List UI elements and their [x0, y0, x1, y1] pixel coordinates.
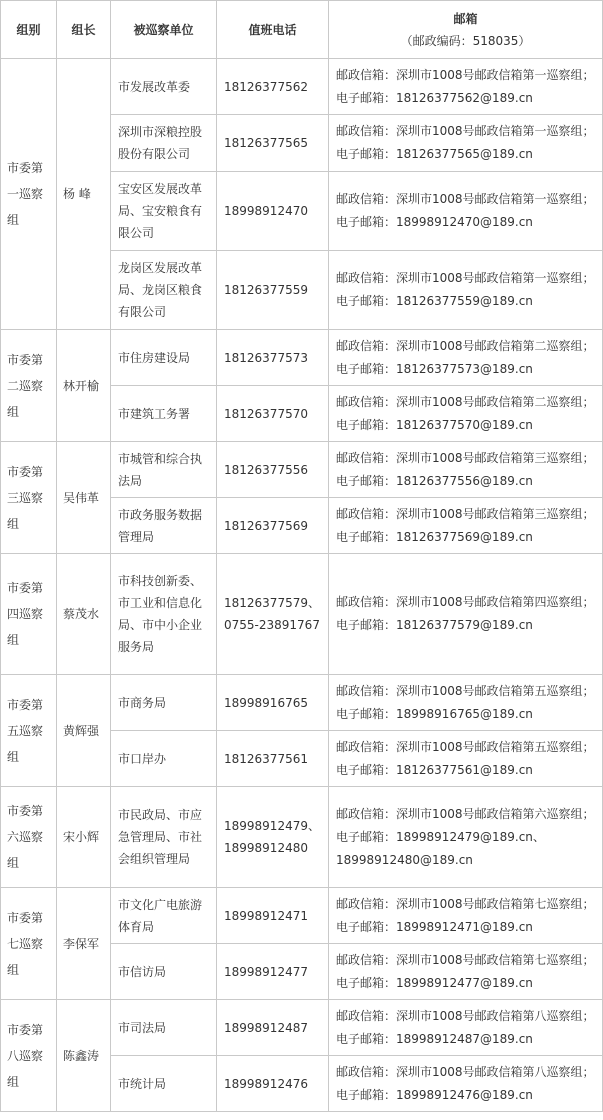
table-row [1, 442, 603, 498]
inspected-unit-cell: 市发展改革委 [111, 59, 217, 115]
mailbox-cell [329, 59, 603, 115]
group-name-cell: 市委第八巡察组 [1, 1000, 57, 1112]
inspected-unit-cell: 市商务局 [111, 675, 217, 731]
email-address-text: 电子邮箱：18126377556@189.cn [336, 473, 533, 488]
inspected-unit-cell: 龙岗区发展改革局、龙岗区粮食有限公司 [111, 251, 217, 330]
inspected-unit-cell: 市口岸办 [111, 731, 217, 787]
group-leader-cell: 杨 峰 [57, 59, 111, 330]
duty-phone-cell: 18126377573 [217, 330, 329, 386]
email-address-text: 电子邮箱：18998912476@189.cn [336, 1087, 533, 1102]
email-address-text: 电子邮箱：18126377579@189.cn [336, 618, 533, 632]
group-leader-cell: 陈鑫涛 [57, 1000, 111, 1112]
email-address-text: 电子邮箱：18126377561@189.cn [336, 762, 533, 777]
duty-phone-cell: 18126377561 [217, 731, 329, 787]
table-row [1, 1000, 603, 1056]
header-unit: 被巡察单位 [111, 1, 217, 59]
table-row [1, 675, 603, 731]
postal-mailbox-text: 邮政信箱：深圳市1008号邮政信箱第四巡察组； [336, 595, 595, 609]
duty-phone-cell: 18998912476 [217, 1056, 329, 1112]
mailbox-cell [329, 386, 603, 442]
mailbox-cell [329, 554, 603, 675]
group-name-cell: 市委第六巡察组 [1, 787, 57, 888]
group-name-cell: 市委第五巡察组 [1, 675, 57, 787]
inspected-unit-cell: 市信访局 [111, 944, 217, 1000]
postal-mailbox-text: 邮政信箱：深圳市1008号邮政信箱第八巡察组； [336, 1064, 595, 1079]
email-address-text: 电子邮箱：18998912477@189.cn [336, 975, 533, 990]
header-mail [329, 1, 603, 59]
postal-mailbox-text: 邮政信箱：深圳市1008号邮政信箱第二巡察组； [336, 338, 595, 353]
inspected-unit-cell: 市司法局 [111, 1000, 217, 1056]
duty-phone-cell: 18126377565 [217, 115, 329, 172]
mailbox-cell [329, 675, 603, 731]
postal-mailbox-text: 邮政信箱：深圳市1008号邮政信箱第七巡察组； [336, 952, 595, 967]
group-name-cell: 市委第七巡察组 [1, 888, 57, 1000]
header-group: 组别 [1, 1, 57, 59]
postal-mailbox-text: 邮政信箱：深圳市1008号邮政信箱第一巡察组； [336, 67, 595, 82]
email-address-text: 电子邮箱：18126377559@189.cn [336, 294, 533, 308]
duty-phone-cell: 18998912487 [217, 1000, 329, 1056]
mailbox-cell [329, 787, 603, 888]
mailbox-cell [329, 731, 603, 787]
group-name-cell: 市委第一巡察组 [1, 59, 57, 330]
postal-mailbox-text: 邮政信箱：深圳市1008号邮政信箱第三巡察组； [336, 450, 595, 465]
table-row [1, 787, 603, 888]
group-leader-cell: 黄辉强 [57, 675, 111, 787]
header-row [1, 1, 603, 59]
email-address-text: 18998912480@189.cn [336, 852, 473, 867]
duty-phone-cell: 18126377556 [217, 442, 329, 498]
email-address-text: 电子邮箱：18126377562@189.cn [336, 90, 533, 105]
mailbox-cell [329, 498, 603, 554]
postal-mailbox-text: 邮政信箱：深圳市1008号邮政信箱第一巡察组； [336, 192, 595, 206]
group-name-cell: 市委第四巡察组 [1, 554, 57, 675]
inspected-unit-cell: 宝安区发展改革局、宝安粮食有限公司 [111, 172, 217, 251]
mailbox-cell [329, 442, 603, 498]
group-leader-cell: 林开榆 [57, 330, 111, 442]
mailbox-cell [329, 1056, 603, 1112]
duty-phone-cell: 18126377559 [217, 251, 329, 330]
mailbox-cell [329, 251, 603, 330]
postal-mailbox-text: 邮政信箱：深圳市1008号邮政信箱第三巡察组； [336, 506, 595, 521]
email-address-text: 电子邮箱：18126377573@189.cn [336, 361, 533, 376]
group-name-cell: 市委第三巡察组 [1, 442, 57, 554]
postal-mailbox-text: 邮政信箱：深圳市1008号邮政信箱第六巡察组； [336, 806, 595, 821]
header-phone: 值班电话 [217, 1, 329, 59]
postal-mailbox-text: 邮政信箱：深圳市1008号邮政信箱第五巡察组； [336, 739, 595, 754]
inspected-unit-cell: 市住房建设局 [111, 330, 217, 386]
inspected-unit-cell: 市政务服务数据管理局 [111, 498, 217, 554]
email-address-text: 电子邮箱：18998916765@189.cn [336, 706, 533, 721]
duty-phone-cell: 18126377562 [217, 59, 329, 115]
duty-phone-cell: 18998912470 [217, 172, 329, 251]
inspected-unit-cell: 深圳市深粮控股股份有限公司 [111, 115, 217, 172]
group-leader-cell: 宋小辉 [57, 787, 111, 888]
email-address-text: 电子邮箱：18126377569@189.cn [336, 529, 533, 544]
header-postcode: （邮政编码：518035） [400, 33, 531, 48]
postal-mailbox-text: 邮政信箱：深圳市1008号邮政信箱第二巡察组； [336, 394, 595, 409]
header-mail-label: 邮箱 [453, 11, 478, 26]
mailbox-cell [329, 115, 603, 172]
table-row [1, 330, 603, 386]
postal-mailbox-text: 邮政信箱：深圳市1008号邮政信箱第五巡察组； [336, 683, 595, 698]
postal-mailbox-text: 邮政信箱：深圳市1008号邮政信箱第八巡察组； [336, 1008, 595, 1023]
email-address-text: 电子邮箱：18126377565@189.cn [336, 147, 533, 161]
postal-mailbox-text: 邮政信箱：深圳市1008号邮政信箱第一巡察组； [336, 271, 595, 285]
duty-phone-cell: 18998912471 [217, 888, 329, 944]
mailbox-cell [329, 944, 603, 1000]
email-address-text: 电子邮箱：18998912471@189.cn [336, 919, 533, 934]
table-body [1, 59, 603, 1112]
email-address-text: 电子邮箱：18126377570@189.cn [336, 417, 533, 432]
mailbox-cell [329, 172, 603, 251]
duty-phone-cell: 18126377570 [217, 386, 329, 442]
table-row [1, 888, 603, 944]
duty-phone-cell: 18998912477 [217, 944, 329, 1000]
inspected-unit-cell: 市统计局 [111, 1056, 217, 1112]
table-row [1, 554, 603, 675]
group-leader-cell: 李保军 [57, 888, 111, 1000]
email-address-text: 电子邮箱：18998912487@189.cn [336, 1031, 533, 1046]
group-name-cell: 市委第二巡察组 [1, 330, 57, 442]
duty-phone-cell: 18126377579、0755-23891767 [217, 554, 329, 675]
header-leader: 组长 [57, 1, 111, 59]
mailbox-cell [329, 888, 603, 944]
postal-mailbox-text: 邮政信箱：深圳市1008号邮政信箱第一巡察组； [336, 124, 595, 138]
duty-phone-cell: 18126377569 [217, 498, 329, 554]
email-address-text: 电子邮箱：18998912479@189.cn、 [336, 829, 545, 844]
duty-phone-cell: 18998916765 [217, 675, 329, 731]
duty-phone-cell: 18998912479、18998912480 [217, 787, 329, 888]
group-leader-cell: 蔡茂水 [57, 554, 111, 675]
inspected-unit-cell: 市建筑工务署 [111, 386, 217, 442]
table-row [1, 59, 603, 115]
group-leader-cell: 吴伟革 [57, 442, 111, 554]
inspected-unit-cell: 市科技创新委、市工业和信息化局、市中小企业服务局 [111, 554, 217, 675]
inspected-unit-cell: 市文化广电旅游体育局 [111, 888, 217, 944]
postal-mailbox-text: 邮政信箱：深圳市1008号邮政信箱第七巡察组； [336, 896, 595, 911]
inspected-unit-cell: 市城管和综合执法局 [111, 442, 217, 498]
mailbox-cell [329, 1000, 603, 1056]
email-address-text: 电子邮箱：18998912470@189.cn [336, 215, 533, 229]
inspected-unit-cell: 市民政局、市应急管理局、市社会组织管理局 [111, 787, 217, 888]
mailbox-cell [329, 330, 603, 386]
